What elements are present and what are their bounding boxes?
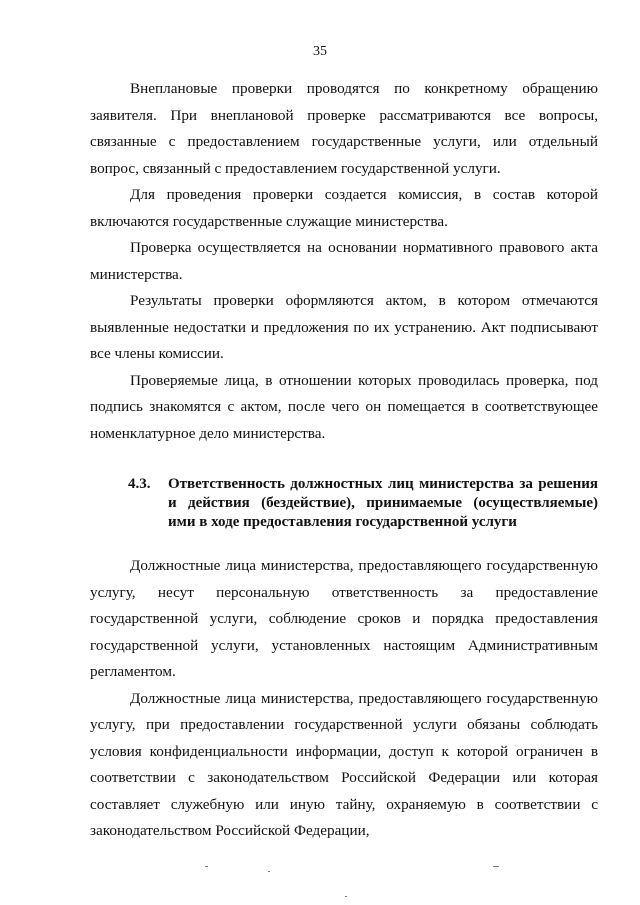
paragraph-results-act: Результаты проверки оформляются актом, в котором отмечаются выявленные недостатки и предложения по их устранению. Акт подписывают все члены комиссии.: [90, 292, 598, 362]
scan-speck: [493, 866, 499, 867]
section-heading: [90, 475, 598, 532]
section-number: 4.3.: [128, 476, 151, 492]
paragraph-legal-basis: Проверка осуществляется на основании нормативного правового акта министерства.: [90, 239, 598, 283]
page-number: 35: [313, 44, 327, 59]
document-body: [90, 76, 598, 845]
scan-speck: [345, 896, 347, 897]
paragraph-confidentiality: Должностные лица министерства, предоставляющего государственную услугу, при предоставлении государственной услуги обязаны соблюдать условия конфиденциальности информации, доступ к которой ограничен в соответствии с законодательством Российской Федерации или которая составляет служебную или иную тайну, охраняемую в соответствии с законодательством Российской Федерации,: [90, 689, 598, 839]
scan-speck: [205, 866, 208, 867]
paragraph-unscheduled-checks: Внеплановые проверки проводятся по конкретному обращению заявителя. При внеплановой проверке рассматриваются все вопросы, связанные с предоставлением государственные услуги, или отдельный вопрос, связанный с предоставлением государственной услуги.: [90, 80, 598, 177]
paragraph-commission: Для проведения проверки создается комиссия, в состав которой включаются государственные служащие министерства.: [90, 186, 598, 230]
paragraph-acknowledgement: Проверяемые лица, в отношении которых проводилась проверка, под подпись знакомятся с актом, после чего он помещается в соответствующее номенклатурное дело министерства.: [90, 371, 598, 442]
scan-speck: [268, 871, 270, 872]
section-title: Ответственность должностных лиц министерства за решения и действия (бездействие), принимаемые (осуществляемые) ими в ходе предоставления государственной услуги: [168, 476, 598, 530]
paragraph-responsibility: Должностные лица министерства, предоставляющего государственную услугу, несут персональную ответственность за предоставление государственной услуги, соблюдение сроков и порядка предоставления государственной услуги, установленных настоящим Административным регламентом.: [90, 557, 598, 680]
